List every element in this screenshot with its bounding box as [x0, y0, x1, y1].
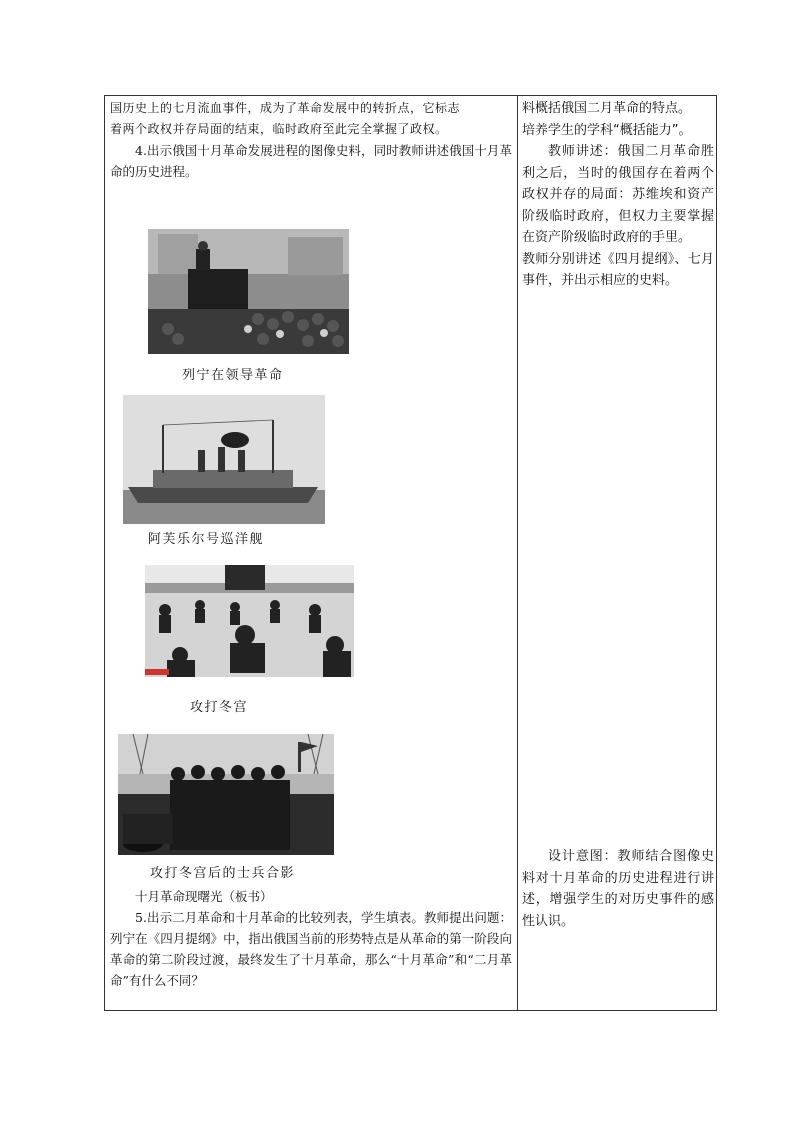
photo-soldiers-group — [118, 734, 334, 855]
caption-attack: 攻打冬宫 — [190, 700, 249, 715]
caption-aurora: 阿芙乐尔号巡洋舰 — [148, 532, 265, 547]
right-line-1: 料概括俄国二月革命的特点。 — [522, 101, 692, 116]
photo-lenin-leading — [148, 229, 349, 354]
step-5-text: 5.出示二月革命和十月革命的比较列表，学生填表。教师提出问题：列宁在《四月提纲》中，指出俄国当前的形势特点是从革命的第一阶段向革命的第二阶段过渡，最终发生了十月革命，那么“十月革命”和“二月革命”有什么不同？ — [110, 910, 512, 988]
caption-soldiers: 攻打冬宫后的士兵合影 — [150, 866, 296, 881]
teacher-talk-2: 教师分别讲述《四月提纲》、七月事件，并出示相应的史料。 — [522, 251, 714, 288]
column-divider — [517, 95, 518, 1011]
left-column — [110, 98, 512, 182]
design-intent-note — [522, 846, 714, 932]
right-column — [522, 98, 714, 292]
step-4-text: 4.出示俄国十月革命发展进程的图像史料，同时教师讲述俄国十月革命的历史进程。 — [110, 143, 512, 179]
caption-lenin: 列宁在领导革命 — [182, 368, 284, 383]
photo-attack-winter-palace — [145, 565, 354, 677]
photo-aurora-cruiser — [123, 395, 325, 524]
design-intent-text: 设计意图：教师结合图像史料对十月革命的历史进程进行讲述，增强学生的对历史事件的感性认识。 — [522, 849, 714, 929]
intro-line-1: 国历史上的七月流血事件，成为了革命发展中的转折点，它标志 — [110, 101, 461, 115]
intro-line-2: 着两个政权并存局面的结束，临时政府至此完全掌握了政权。 — [110, 122, 448, 136]
bottom-left-text — [110, 886, 512, 991]
teacher-talk: 教师讲述：俄国二月革命胜利之后，当时的俄国存在着两个政权并存的局面：苏维埃和资产阶级临时政府，但权力主要掌握在资产阶级临时政府的手里。 — [522, 144, 714, 245]
right-line-2: 培养学生的学科“概括能力”。 — [522, 122, 692, 138]
board-title: 十月革命现曙光（板书） — [135, 889, 273, 904]
